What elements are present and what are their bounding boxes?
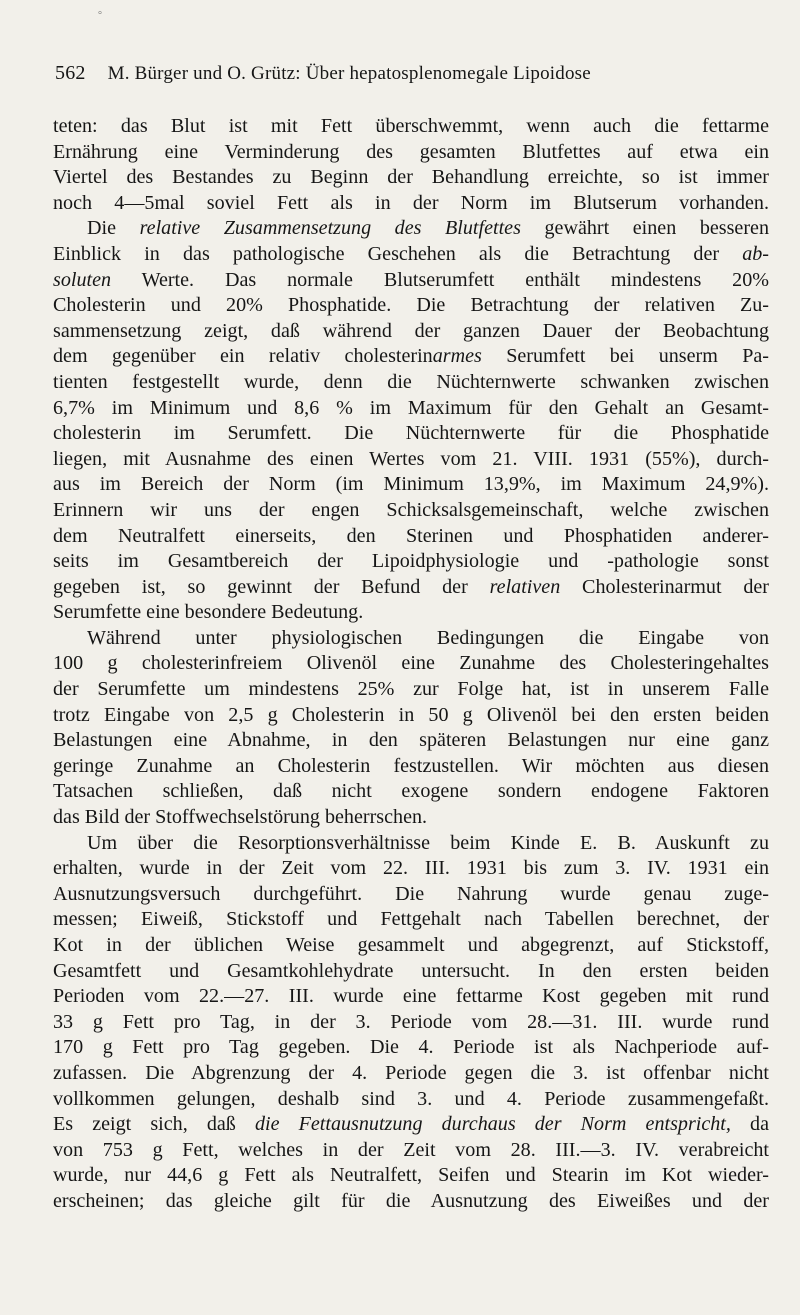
paragraph-2-line-7: tienten festgestellt wurde, denn die Nüchternwerte schwanken zwischen [53,370,769,393]
paragraph-3-line-4: trotz Eingabe von 2,5 g Cholesterin in 50 g Olivenöl bei den ersten beiden [53,703,769,726]
paragraph-4-line-2: erhalten, wurde in der Zeit vom 22. III. 1931 bis zum 3. IV. 1931 ein [53,857,769,880]
paragraph-2-line-5: sammensetzung zeigt, daß während der ganzen Dauer der Beobachtung [53,319,769,342]
running-header [55,62,755,85]
paragraph-3-line-2: 100 g cholesterinfreiem Olivenöl eine Zunahme des Cholesteringehaltes [53,652,769,675]
paragraph-2-line-10: liegen, mit Ausnahme des einen Wertes vom 21. VIII. 1931 (55%), durch- [53,447,769,470]
paragraph-3-line-7: Tatsachen schließen, daß nicht exogene sondern endogene Faktoren [53,780,769,803]
paragraph-3-line-5: Belastungen eine Abnahme, in den späteren Belastungen nur eine ganz [53,729,769,752]
paragraph-1-line-1: teten: das Blut ist mit Fett überschwemmt, wenn auch die fettarme [53,115,769,137]
paragraph-4-line-11: vollkommen gelungen, deshalb sind 3. und 4. Periode zusammengefaßt. [53,1087,769,1110]
paragraph-2-line-12: Erinnern wir uns der engen Schicksalsgemeinschaft, welche zwischen [53,498,769,521]
paragraph-2-line-13: dem Neutralfett einerseits, den Sterinen und Phosphatiden anderer- [53,524,769,547]
paragraph-4-line-1: Um über die Resorptionsverhältnisse beim Kinde E. B. Auskunft zu [87,831,769,854]
paragraph-4-line-6: Gesamtfett und Gesamtkohlehydrate untersucht. In den ersten beiden [53,959,769,982]
paragraph-2-line-8: 6,7% im Minimum und 8,6 % im Maximum für den Gehalt an Gesamt- [53,396,769,419]
paragraph-3-line-3: der Serumfette um mindestens 25% zur Folge hat, ist in unserem Falle [53,678,769,701]
paragraph-4-line-14: wurde, nur 44,6 g Fett als Neutralfett, Seifen und Stearin im Kot wieder- [53,1164,769,1187]
page-number: 562 [55,62,86,84]
text-run: Es zeigt sich, daß [53,1113,255,1136]
italic-run: relative Zusammensetzung des Blutfettes [139,217,521,240]
paragraph-2-line-4: Cholesterin und 20% Phosphatide. Die Betrachtung der relativen Zu- [53,294,769,317]
paragraph-4-line-5: Kot in der üblichen Weise gesammelt und abgegrenzt, auf Stickstoff, [53,934,769,956]
text-run: da [730,1113,769,1136]
paragraph-4-line-15: erscheinen; das gleiche gilt für die Ausnutzung des Eiweißes und der [53,1189,769,1212]
paragraph-3-line-1: Während unter physiologischen Bedingungen die Eingabe von [87,626,769,649]
paragraph-4-line-13: von 753 g Fett, welches in der Zeit vom 28. III.—3. IV. verabreicht [53,1138,769,1161]
text-run: Serumfett bei unserm Pa- [481,345,769,368]
paragraph-2-line-11: aus im Bereich der Norm (im Minimum 13,9%, im Maximum 24,9%). [53,473,769,496]
paragraph-2-line-14: seits im Gesamtbereich der Lipoidphysiologie und -pathologie sonst [53,550,769,573]
stray-mark: ° [98,10,102,21]
paragraph-1-line-4: noch 4—5mal soviel Fett als in der Norm im Blutserum vorhanden. [53,191,769,214]
text-run: gewährt einen besseren [520,217,770,240]
italic-run: relativen [489,575,561,598]
paragraph-2-line-16: Serumfette eine besondere Bedeutung. [53,601,364,624]
paragraph-1-line-2: Ernährung eine Verminderung des gesamten Blutfettes auf etwa ein [53,140,769,163]
paragraph-4-line-10: zufassen. Die Abgrenzung der 4. Periode gegen die 3. ist offenbar nicht [53,1061,769,1084]
paragraph-3-line-6: geringe Zunahme an Cholesterin festzustellen. Wir möchten aus diesen [53,754,769,777]
paragraph-4-line-12 [53,1112,769,1138]
text-run: Werte. Das normale Blutserumfett enthält mindestens 20% [111,268,769,291]
italic-run: ab- [742,242,769,265]
paragraph-2-line-15 [53,575,769,601]
paragraph-3-line-8: das Bild der Stoffwechselstörung beherrschen. [53,806,428,829]
paragraph-2-line-2 [53,242,769,268]
body-text [53,114,769,1215]
paragraph-4-line-9: 170 g Fett pro Tag gegeben. Die 4. Periode ist als Nachperiode auf- [53,1036,769,1059]
paragraph-2-line-1 [53,216,769,242]
paragraph-4-line-3: Ausnutzungsversuch durchgeführt. Die Nahrung wurde genau zuge- [53,882,769,905]
paragraph-2-line-6 [53,344,769,370]
running-title: M. Bürger und O. Grütz: Über hepatosplenomegale Lipoidose [107,63,591,84]
paragraph-2-line-3 [53,268,769,294]
text-run: Die [87,217,140,240]
paragraph-4-line-4: messen; Eiweiß, Stickstoff und Fettgehalt nach Tabellen berechnet, der [53,908,769,931]
text-run: dem gegenüber ein relativ cholesterin [53,345,433,368]
paragraph-2-line-9: cholesterin im Serumfett. Die Nüchternwerte für die Phosphatide [53,422,769,445]
text-run: gegeben ist, so gewinnt der Befund der [53,575,490,598]
italic-run: armes [432,345,482,368]
paragraph-1-line-3: Viertel des Bestandes zu Beginn der Behandlung erreichte, so ist immer [53,166,769,189]
text-run: Einblick in das pathologische Geschehen als die Betrachtung der [53,242,743,265]
paragraph-4-line-8: 33 g Fett pro Tag, in der 3. Periode vom 28.—31. III. wurde rund [53,1010,769,1033]
italic-run: die Fettausnutzung durchaus der Norm entspricht, [254,1113,731,1136]
text-run: Cholesterinarmut der [560,575,770,598]
italic-run: soluten [53,268,112,291]
paragraph-4-line-7: Perioden vom 22.—27. III. wurde eine fettarme Kost gegeben mit rund [53,985,769,1008]
